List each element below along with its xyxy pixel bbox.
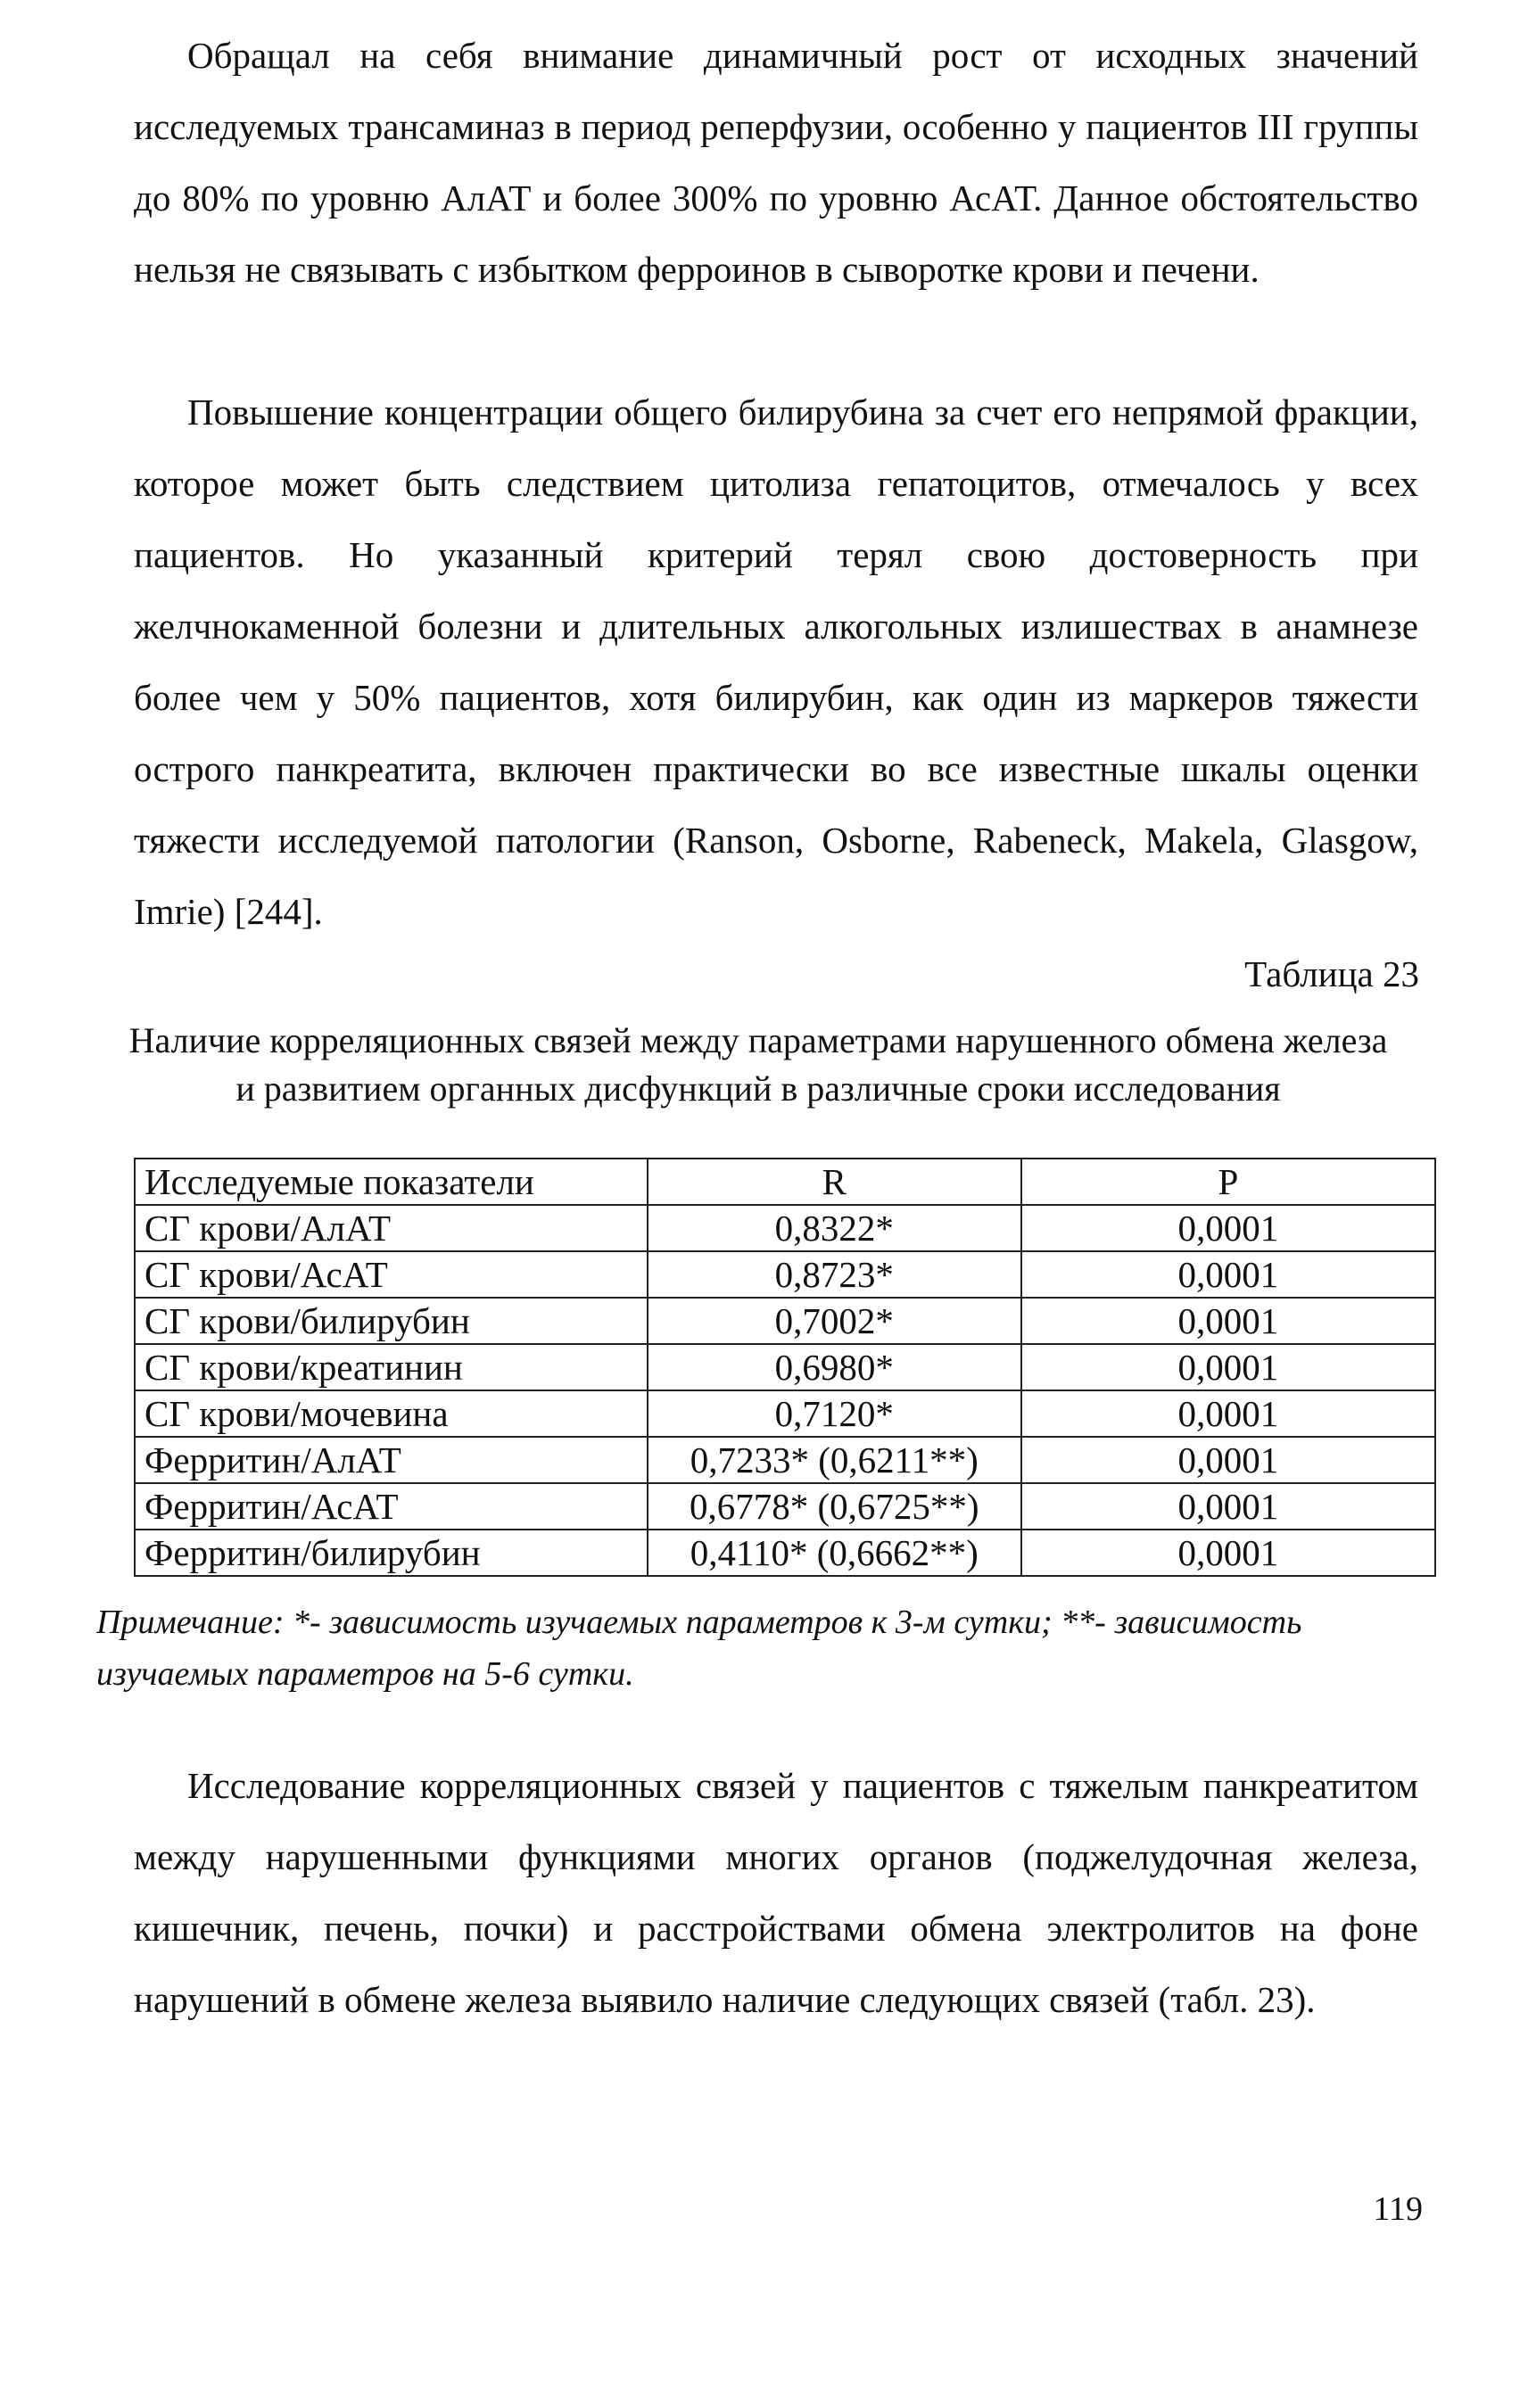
cell-p: 0,0001 — [1021, 1344, 1435, 1390]
cell-r: 0,8322* — [648, 1205, 1021, 1251]
cell-r: 0,6980* — [648, 1344, 1021, 1390]
cell-indicator: СГ крови/АлАТ — [135, 1205, 648, 1251]
table-row — [135, 1530, 1435, 1576]
correlation-table — [134, 1158, 1436, 1577]
cell-indicator: Ферритин/билирубин — [135, 1530, 648, 1576]
cell-p: 0,0001 — [1021, 1390, 1435, 1437]
table-row — [135, 1344, 1435, 1390]
table-header-row — [135, 1159, 1435, 1205]
cell-p: 0,0001 — [1021, 1437, 1435, 1483]
cell-indicator: Ферритин/АлАТ — [135, 1437, 648, 1483]
cell-p: 0,0001 — [1021, 1251, 1435, 1298]
paragraph-transaminases: Обращал на себя внимание динамичный рост от исходных значений исследуемых трансаминаз в период реперфузии, особенно у пациентов III группы до 80% по уровню АлАТ и более 300% по уровню АсАТ. Данное обстоятельство нельзя не связывать с избытком ферроинов в сыворотке крови и печени. — [134, 35, 1418, 290]
table-row — [135, 1437, 1435, 1483]
cell-indicator: СГ крови/билирубин — [135, 1298, 648, 1344]
header-indicators: Исследуемые показатели — [135, 1159, 648, 1205]
table-row — [135, 1251, 1435, 1298]
cell-indicator: СГ крови/креатинин — [135, 1344, 648, 1390]
table-row — [135, 1483, 1435, 1530]
header-r: R — [648, 1159, 1021, 1205]
cell-r: 0,7233* (0,6211**) — [648, 1437, 1021, 1483]
header-p: P — [1021, 1159, 1435, 1205]
page-number: 119 — [1373, 2190, 1423, 2228]
table-note: Примечание: *- зависимость изучаемых параметров к 3-м сутки; **- зависимость изучаемых параметров на 5-6 сутки. — [96, 1604, 1302, 1693]
cell-r: 0,7120* — [648, 1390, 1021, 1437]
cell-p: 0,0001 — [1021, 1205, 1435, 1251]
table-row — [135, 1205, 1435, 1251]
cell-p: 0,0001 — [1021, 1298, 1435, 1344]
cell-indicator: СГ крови/АсАТ — [135, 1251, 648, 1298]
cell-r: 0,6778* (0,6725**) — [648, 1483, 1021, 1530]
paragraph-bilirubin: Повышение концентрации общего билирубина за счет его непрямой фракции, которое может быть следствием цитолиза гепатоцитов, отмечалось у всех пациентов. Но указанный критерий терял свою достоверность при желчнокаменной болезни и длительных алкогольных излишествах в анамнезе более чем у 50% пациентов, хотя билирубин, как один из маркеров тяжести острого панкреатита, включен практически во все известные шкалы оценки тяжести исследуемой патологии (Ranson, Osborne, Rabeneck, Makela, Glasgow, Imrie) [244]. — [134, 392, 1418, 932]
cell-r: 0,7002* — [648, 1298, 1021, 1344]
table-row — [135, 1298, 1435, 1344]
cell-r: 0,8723* — [648, 1251, 1021, 1298]
paragraph-correlation-study: Исследование корреляционных связей у пациентов с тяжелым панкреатитом между нарушенными функциями многих органов (поджелудочная железа, кишечник, печень, почки) и расстройствами обмена электролитов на фоне нарушений в обмене железа выявило наличие следующих связей (табл. 23). — [134, 1765, 1418, 2020]
cell-r: 0,4110* (0,6662**) — [648, 1530, 1021, 1576]
table-title: Наличие корреляционных связей между параметрами нарушенного обмена железа и развитием органных дисфункций в различные сроки исследования — [128, 1020, 1388, 1109]
cell-indicator: СГ крови/мочевина — [135, 1390, 648, 1437]
cell-indicator: Ферритин/АсАТ — [135, 1483, 648, 1530]
cell-p: 0,0001 — [1021, 1483, 1435, 1530]
table-row — [135, 1390, 1435, 1437]
cell-p: 0,0001 — [1021, 1530, 1435, 1576]
table-number-label: Таблица 23 — [1244, 953, 1419, 994]
